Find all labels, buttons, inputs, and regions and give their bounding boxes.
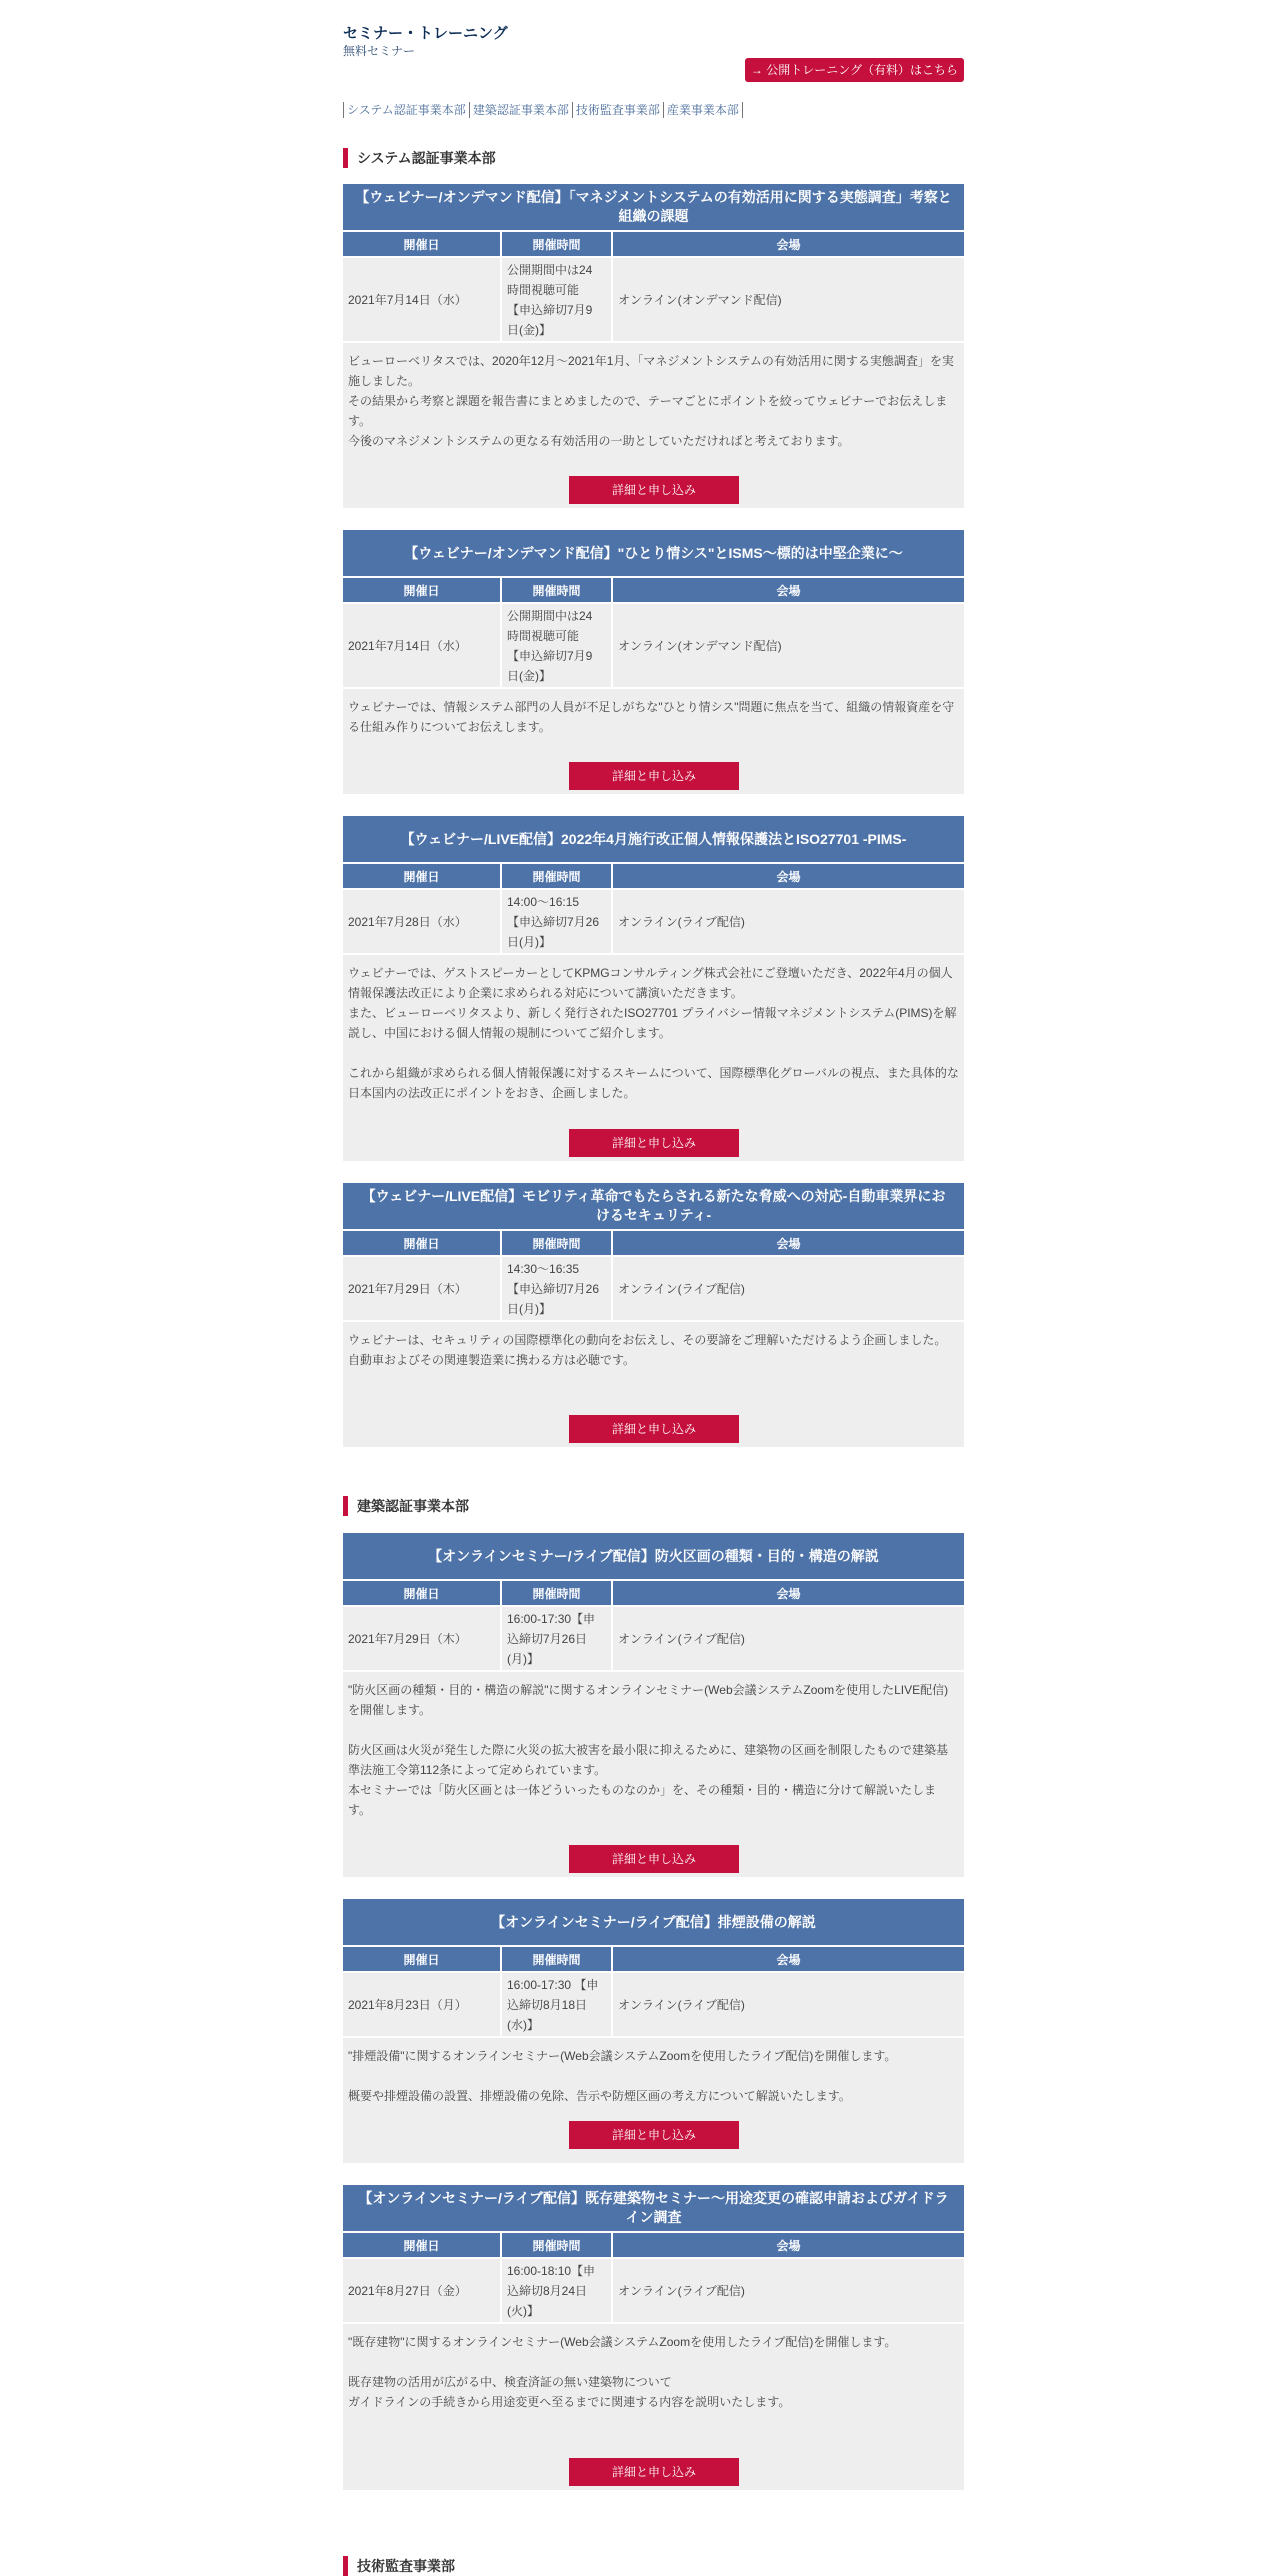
seminar-venue: オンライン(ライブ配信) [612,1606,964,1670]
col-time-header: 開催時間 [501,2232,612,2258]
section-heading: システム認証事業本部 [343,148,496,168]
seminar-title: 【ウェビナー/オンデマンド配信】"ひとり情シス"とISMS～標的は中堅企業に～ [343,530,964,576]
seminar-card [343,2185,964,2490]
nav-link-building[interactable]: 建築認証事業本部 [472,103,569,117]
seminar-description: "排煙設備"に関するオンラインセミナー(Web会議システムZoomを使用したライブ配信)を開催します。 概要や排煙設備の設置、排煙設備の免除、告示や防煙区画の考え方について解説いたします。 [343,2036,964,2106]
seminar-date: 2021年7月28日（水） [343,889,501,953]
seminar-title: 【オンラインセミナー/ライブ配信】防火区画の種類・目的・構造の解説 [343,1533,964,1579]
seminar-venue: オンライン(ライブ配信) [612,1256,964,1320]
seminar-title: 【ウェビナー/LIVE配信】モビリティ革命でもたらされる新たな脅威への対応-自動車業界におけるセキュリティ- [343,1183,964,1229]
apply-button[interactable]: 詳細と申し込み [569,1129,739,1157]
apply-button[interactable]: 詳細と申し込み [569,1845,739,1873]
seminar-time: 公開期間中は24 時間視聴可能 【申込締切7月9 日(金)】 [501,603,612,687]
seminar-info-table [343,576,964,687]
section-heading: 技術監査事業部 [343,2556,455,2576]
seminar-card [343,816,964,1161]
seminar-description: ウェビナーでは、ゲストスピーカーとしてKPMGコンサルティング株式会社にご登壇いただき、2022年4月の個人情報保護法改正により企業に求められる対応について講演いただきます。 また、ビューローベリタスより、新しく発行されたISO27701 プライバシー情報マネジメントシステム(PIMS)を解説し、中国における個人情報の規制についてご紹介します。 これから組織が求められる個人情報保護に対するスキームについて、国際標準化グローバルの視点、また具体的な日本国内の法改正にポイントをおき、企画しました。 [343,953,964,1103]
col-date-header: 開催日 [343,1946,501,1972]
col-date-header: 開催日 [343,1580,501,1606]
col-time-header: 開催時間 [501,1946,612,1972]
seminar-title: 【ウェビナー/LIVE配信】2022年4月施行改正個人情報保護法とISO27701 -PIMS- [343,816,964,862]
seminar-card [343,1899,964,2163]
col-venue-header: 会場 [612,577,964,603]
seminar-date: 2021年8月23日（月） [343,1972,501,2036]
nav-link-system[interactable]: システム認証事業本部 [347,103,466,117]
col-venue-header: 会場 [612,1946,964,1972]
seminar-card [343,1183,964,1447]
seminar-info-table [343,862,964,953]
seminar-info-table [343,1579,964,1670]
seminar-info-table [343,230,964,341]
seminar-venue: オンライン(ライブ配信) [612,889,964,953]
seminar-venue: オンライン(ライブ配信) [612,1972,964,2036]
seminar-card [343,184,964,508]
section-heading: 建築認証事業本部 [343,1496,469,1516]
seminar-description: ウェビナーでは、情報システム部門の人員が不足しがちな"ひとり情シス"問題に焦点を当て、組織の情報資産を守る仕組み作りについてお伝えします。 [343,687,964,737]
seminar-description: "防火区画の種類・目的・構造の解説"に関するオンラインセミナー(Web会議システムZoomを使用したLIVE配信)を開催します。 防火区画は火災が発生した際に火災の拡大被害を最小限に抑えるために、建築物の区画を制限したもので建築基準法施工令第112条によって定められています。 本セミナーでは「防火区画とは一体どういったものなのか」を、その種類・目的・構造に分けて解説いたします。 [343,1670,964,1820]
seminar-time: 14:30～16:35 【申込締切7月26 日(月)】 [501,1256,612,1320]
seminar-venue: オンライン(オンデマンド配信) [612,603,964,687]
col-time-header: 開催時間 [501,1230,612,1256]
seminar-date: 2021年7月29日（木） [343,1606,501,1670]
seminar-time: 16:00-17:30【申 込締切7月26日 (月)】 [501,1606,612,1670]
seminar-date: 2021年7月14日（水） [343,603,501,687]
seminar-date: 2021年7月14日（水） [343,257,501,341]
nav-link-industry[interactable]: 産業事業本部 [666,103,739,117]
division-nav [343,102,743,118]
seminar-time: 16:00-17:30 【申 込締切8月18日 (水)】 [501,1972,612,2036]
seminar-date: 2021年8月27日（金） [343,2258,501,2322]
col-time-header: 開催時間 [501,231,612,257]
col-date-header: 開催日 [343,1230,501,1256]
col-time-header: 開催時間 [501,1580,612,1606]
apply-button[interactable]: 詳細と申し込み [569,2458,739,2486]
apply-button[interactable]: 詳細と申し込み [569,476,739,504]
seminar-description: ウェビナーは、セキュリティの国際標準化の動向をお伝えし、その要諦をご理解いただけるよう企画しました。 自動車およびその関連製造業に携わる方は必聴です。 [343,1320,964,1370]
seminar-info-table [343,1945,964,2036]
apply-button[interactable]: 詳細と申し込み [569,2121,739,2149]
page-subtitle: 無料セミナー [343,44,416,58]
apply-button[interactable]: 詳細と申し込み [569,1415,739,1443]
seminar-info-table [343,1229,964,1320]
col-date-header: 開催日 [343,577,501,603]
col-time-header: 開催時間 [501,577,612,603]
seminar-venue: オンライン(ライブ配信) [612,2258,964,2322]
seminar-description: ビューローベリタスでは、2020年12月～2021年1月、「マネジメントシステムの有効活用に関する実態調査」を実施しました。 その結果から考察と課題を報告書にまとめましたので、テーマごとにポイントを絞ってウェビナーでお伝えします。 今後のマネジメントシステムの更なる有効活用の一助としていただければと考えております。 [343,341,964,451]
page-title: セミナー・トレーニング [343,25,508,42]
seminar-title: 【ウェビナー/オンデマンド配信】「マネジメントシステムの有効活用に関する実態調査」考察と組織の課題 [343,184,964,230]
col-venue-header: 会場 [612,2232,964,2258]
seminar-title: 【オンラインセミナー/ライブ配信】排煙設備の解説 [343,1899,964,1945]
apply-button[interactable]: 詳細と申し込み [569,762,739,790]
col-venue-header: 会場 [612,863,964,889]
seminar-venue: オンライン(オンデマンド配信) [612,257,964,341]
col-date-header: 開催日 [343,863,501,889]
seminar-card [343,530,964,794]
col-date-header: 開催日 [343,231,501,257]
seminar-info-table [343,2231,964,2322]
seminar-time: 公開期間中は24 時間視聴可能 【申込締切7月9 日(金)】 [501,257,612,341]
seminar-date: 2021年7月29日（木） [343,1256,501,1320]
seminar-description: "既存建物"に関するオンラインセミナー(Web会議システムZoomを使用したライブ配信)を開催します。 既存建物の活用が広がる中、検査済証の無い建築物について ガイドラインの手続きから用途変更へ至るまでに関連する内容を説明いたします。 [343,2322,964,2412]
col-venue-header: 会場 [612,1230,964,1256]
col-date-header: 開催日 [343,2232,501,2258]
nav-link-audit[interactable]: 技術監査事業部 [575,103,660,117]
paid-training-button[interactable]: → 公開トレーニング（有料）はこちら [745,58,964,82]
nav-separator [742,102,743,118]
seminar-time: 14:00～16:15 【申込締切7月26 日(月)】 [501,889,612,953]
col-venue-header: 会場 [612,1580,964,1606]
seminar-title: 【オンラインセミナー/ライブ配信】既存建築物セミナー～用途変更の確認申請およびガイドライン調査 [343,2185,964,2231]
seminar-card [343,1533,964,1877]
col-venue-header: 会場 [612,231,964,257]
seminar-time: 16:00-18:10【申 込締切8月24日 (火)】 [501,2258,612,2322]
col-time-header: 開催時間 [501,863,612,889]
